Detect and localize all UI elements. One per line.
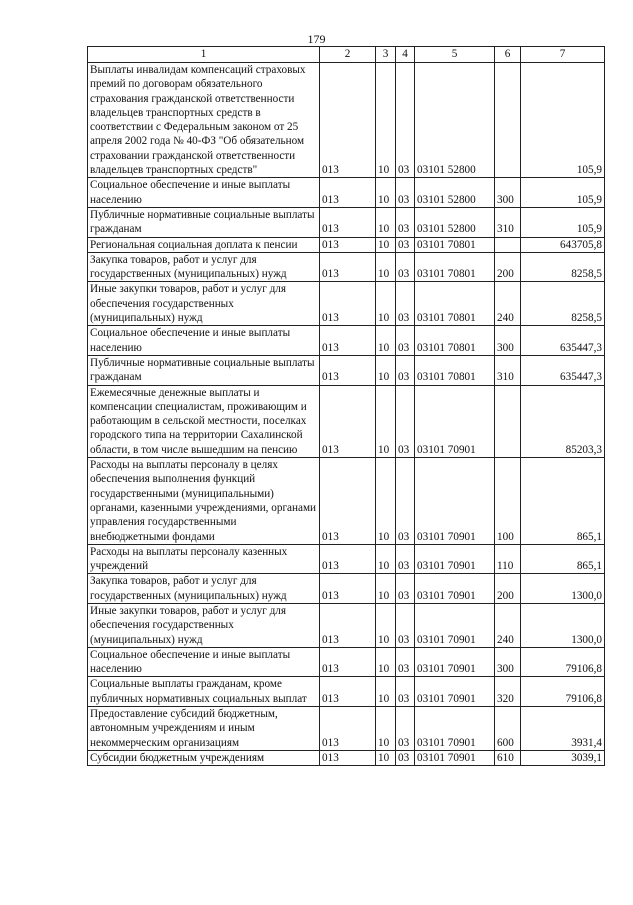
- row-name-cell: Закупка товаров, работ и услуг для государственных (муниципальных) нужд: [88, 574, 320, 604]
- row-amount: 1300,0: [521, 574, 605, 604]
- row-ministry-code: 013: [320, 544, 376, 574]
- row-target-article: 03101 70801: [415, 282, 495, 326]
- row-section-code: 10: [376, 252, 396, 282]
- row-target-article: 03101 70901: [415, 385, 495, 457]
- row-subsection-code: 03: [396, 707, 415, 751]
- row-amount: 79106,8: [521, 677, 605, 707]
- row-ministry-code: 013: [320, 750, 376, 765]
- row-expense-type: 240: [495, 603, 521, 647]
- row-ministry-code: 013: [320, 603, 376, 647]
- row-amount: 105,9: [521, 178, 605, 208]
- row-expense-type: 300: [495, 647, 521, 677]
- table-row: [88, 707, 605, 751]
- row-target-article: 03101 70901: [415, 544, 495, 574]
- row-target-article: 03101 70901: [415, 647, 495, 677]
- row-section-code: 10: [376, 355, 396, 385]
- row-expense-type: 610: [495, 750, 521, 765]
- row-section-code: 10: [376, 178, 396, 208]
- row-ministry-code: 013: [320, 458, 376, 545]
- header-col-1: 1: [88, 47, 320, 63]
- table-row: [88, 355, 605, 385]
- row-ministry-code: 013: [320, 385, 376, 457]
- row-section-code: 10: [376, 63, 396, 178]
- row-expense-type: 320: [495, 677, 521, 707]
- table-row: [88, 326, 605, 356]
- row-target-article: 03101 70901: [415, 677, 495, 707]
- row-expense-type: [495, 63, 521, 178]
- row-expense-type: 200: [495, 574, 521, 604]
- row-section-code: 10: [376, 237, 396, 252]
- table-row: [88, 647, 605, 677]
- row-amount: 79106,8: [521, 647, 605, 677]
- row-expense-type: 200: [495, 252, 521, 282]
- row-section-code: 10: [376, 677, 396, 707]
- row-target-article: 03101 70801: [415, 252, 495, 282]
- row-target-article: 03101 70901: [415, 458, 495, 545]
- row-ministry-code: 013: [320, 207, 376, 237]
- table-row: [88, 750, 605, 765]
- row-expense-type: 300: [495, 326, 521, 356]
- row-name-cell: Закупка товаров, работ и услуг для государственных (муниципальных) нужд: [88, 252, 320, 282]
- row-expense-type: [495, 237, 521, 252]
- row-target-article: 03101 52800: [415, 207, 495, 237]
- row-target-article: 03101 70801: [415, 237, 495, 252]
- row-subsection-code: 03: [396, 603, 415, 647]
- row-amount: 105,9: [521, 207, 605, 237]
- table-row: [88, 63, 605, 178]
- table-row: [88, 574, 605, 604]
- row-ministry-code: 013: [320, 707, 376, 751]
- row-ministry-code: 013: [320, 326, 376, 356]
- row-ministry-code: 013: [320, 647, 376, 677]
- row-amount: 865,1: [521, 458, 605, 545]
- row-ministry-code: 013: [320, 574, 376, 604]
- row-name-cell: Публичные нормативные социальные выплаты гражданам: [88, 207, 320, 237]
- header-col-5: 5: [415, 47, 495, 63]
- row-subsection-code: 03: [396, 458, 415, 545]
- row-name-cell: Социальные выплаты гражданам, кроме публичных нормативных социальных выплат: [88, 677, 320, 707]
- table-header-row: [88, 47, 605, 63]
- row-amount: 3039,1: [521, 750, 605, 765]
- row-name-cell: Субсидии бюджетным учреждениям: [88, 750, 320, 765]
- row-section-code: 10: [376, 574, 396, 604]
- header-col-2: 2: [320, 47, 376, 63]
- row-ministry-code: 013: [320, 237, 376, 252]
- row-target-article: 03101 52800: [415, 178, 495, 208]
- header-col-4: 4: [396, 47, 415, 63]
- table-row: [88, 677, 605, 707]
- row-expense-type: 300: [495, 178, 521, 208]
- row-name-cell: Выплаты инвалидам компенсаций страховых премий по договорам обязательного страхования гражданской ответственности владельцев транспортных средств в соответствии с Федеральным законом от 25 апреля 2002 года № 40-ФЗ "Об обязательном страховании гражданской ответственности владельцев транспортных средств": [88, 63, 320, 178]
- row-ministry-code: 013: [320, 355, 376, 385]
- row-subsection-code: 03: [396, 750, 415, 765]
- table-row: [88, 237, 605, 252]
- row-subsection-code: 03: [396, 574, 415, 604]
- row-subsection-code: 03: [396, 385, 415, 457]
- row-section-code: 10: [376, 603, 396, 647]
- row-amount: 85203,3: [521, 385, 605, 457]
- row-amount: 3931,4: [521, 707, 605, 751]
- row-subsection-code: 03: [396, 544, 415, 574]
- row-amount: 8258,5: [521, 252, 605, 282]
- table-row: [88, 252, 605, 282]
- row-ministry-code: 013: [320, 178, 376, 208]
- row-section-code: 10: [376, 750, 396, 765]
- row-section-code: 10: [376, 707, 396, 751]
- table-row: [88, 178, 605, 208]
- row-name-cell: Предоставление субсидий бюджетным, автономным учреждениям и иным некоммерческим организациям: [88, 707, 320, 751]
- row-amount: 105,9: [521, 63, 605, 178]
- row-amount: 635447,3: [521, 355, 605, 385]
- row-target-article: 03101 70901: [415, 574, 495, 604]
- table-row: [88, 207, 605, 237]
- row-name-cell: Социальное обеспечение и иные выплаты населению: [88, 647, 320, 677]
- row-subsection-code: 03: [396, 237, 415, 252]
- row-ministry-code: 013: [320, 677, 376, 707]
- row-expense-type: [495, 385, 521, 457]
- row-ministry-code: 013: [320, 282, 376, 326]
- row-target-article: 03101 52800: [415, 63, 495, 178]
- row-target-article: 03101 70901: [415, 750, 495, 765]
- row-amount: 8258,5: [521, 282, 605, 326]
- row-section-code: 10: [376, 458, 396, 545]
- row-expense-type: 110: [495, 544, 521, 574]
- row-target-article: 03101 70801: [415, 355, 495, 385]
- row-subsection-code: 03: [396, 677, 415, 707]
- row-expense-type: 310: [495, 355, 521, 385]
- row-section-code: 10: [376, 207, 396, 237]
- row-name-cell: Иные закупки товаров, работ и услуг для обеспечения государственных (муниципальных) нужд: [88, 282, 320, 326]
- budget-table: [87, 46, 605, 766]
- row-expense-type: 240: [495, 282, 521, 326]
- row-expense-type: 600: [495, 707, 521, 751]
- row-amount: 635447,3: [521, 326, 605, 356]
- row-subsection-code: 03: [396, 207, 415, 237]
- row-subsection-code: 03: [396, 252, 415, 282]
- row-target-article: 03101 70901: [415, 707, 495, 751]
- row-section-code: 10: [376, 647, 396, 677]
- row-target-article: 03101 70801: [415, 326, 495, 356]
- row-subsection-code: 03: [396, 178, 415, 208]
- header-col-3: 3: [376, 47, 396, 63]
- row-section-code: 10: [376, 544, 396, 574]
- row-name-cell: Ежемесячные денежные выплаты и компенсации специалистам, проживающим и работающим в сельской местности, поселках городского типа на территории Сахалинской области, в том числе вышедшим на пенсию: [88, 385, 320, 457]
- table-row: [88, 544, 605, 574]
- row-ministry-code: 013: [320, 252, 376, 282]
- table-row: [88, 458, 605, 545]
- header-col-7: 7: [521, 47, 605, 63]
- table-row: [88, 603, 605, 647]
- row-expense-type: 100: [495, 458, 521, 545]
- row-subsection-code: 03: [396, 326, 415, 356]
- table-row: [88, 385, 605, 457]
- row-name-cell: Публичные нормативные социальные выплаты гражданам: [88, 355, 320, 385]
- row-amount: 1300,0: [521, 603, 605, 647]
- row-target-article: 03101 70901: [415, 603, 495, 647]
- row-name-cell: Расходы на выплаты персоналу в целях обеспечения выполнения функций государственными (муниципальными) органами, казенными учреждениями, органами управления государственными внебюджетными фондами: [88, 458, 320, 545]
- row-subsection-code: 03: [396, 63, 415, 178]
- row-section-code: 10: [376, 385, 396, 457]
- row-expense-type: 310: [495, 207, 521, 237]
- page-number: 179: [307, 32, 326, 46]
- row-name-cell: Региональная социальная доплата к пенсии: [88, 237, 320, 252]
- row-name-cell: Иные закупки товаров, работ и услуг для обеспечения государственных (муниципальных) нужд: [88, 603, 320, 647]
- row-name-cell: Социальное обеспечение и иные выплаты населению: [88, 178, 320, 208]
- table-row: [88, 282, 605, 326]
- row-section-code: 10: [376, 282, 396, 326]
- row-amount: 865,1: [521, 544, 605, 574]
- row-subsection-code: 03: [396, 647, 415, 677]
- row-subsection-code: 03: [396, 282, 415, 326]
- row-name-cell: Расходы на выплаты персоналу казенных учреждений: [88, 544, 320, 574]
- header-col-6: 6: [495, 47, 521, 63]
- row-section-code: 10: [376, 326, 396, 356]
- row-ministry-code: 013: [320, 63, 376, 178]
- row-subsection-code: 03: [396, 355, 415, 385]
- row-name-cell: Социальное обеспечение и иные выплаты населению: [88, 326, 320, 356]
- row-amount: 643705,8: [521, 237, 605, 252]
